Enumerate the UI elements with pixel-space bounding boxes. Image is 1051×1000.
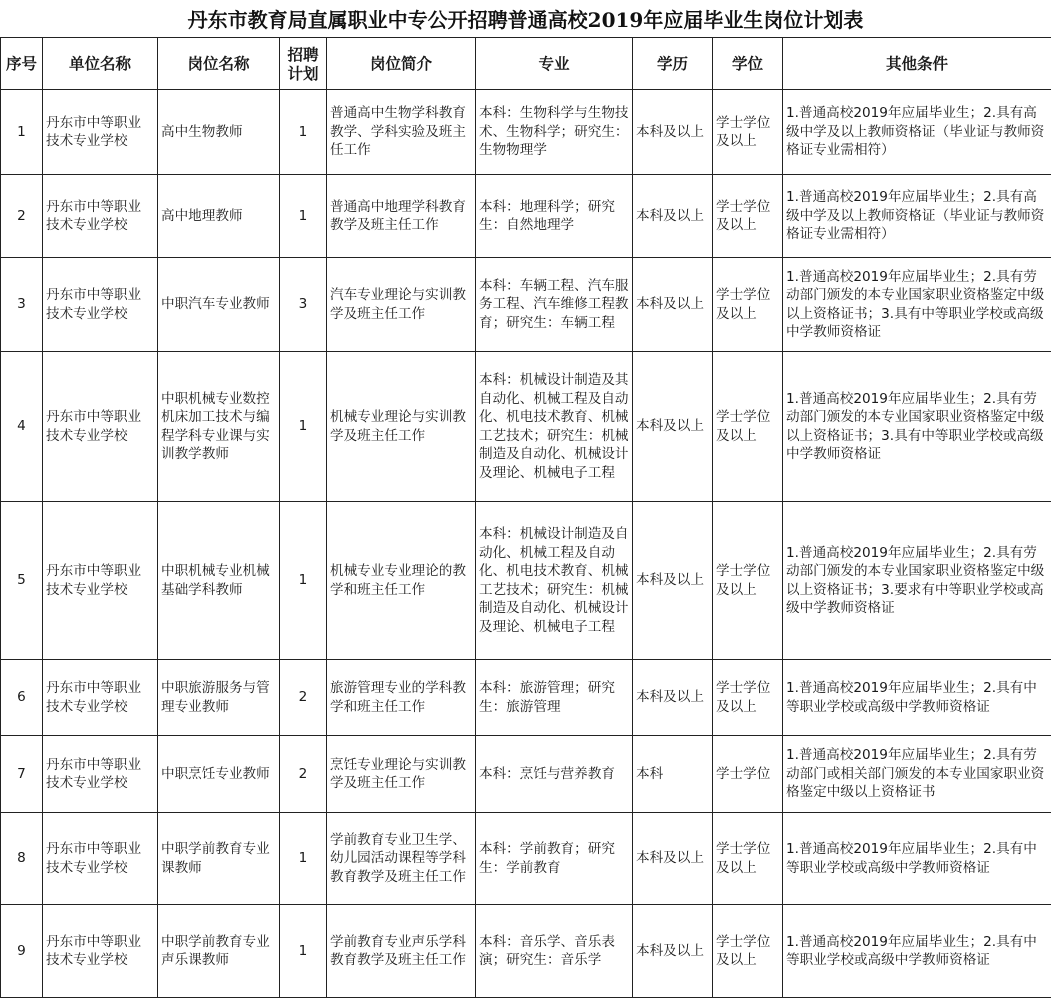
table-header-row: [1, 38, 1051, 90]
cell-degree: 学士学位及以上: [713, 258, 783, 352]
cell-education: 本科及以上: [633, 905, 713, 998]
cell-row-number: 3: [1, 258, 43, 352]
cell-education: 本科及以上: [633, 813, 713, 905]
cell-position-description: 学前教育专业声乐学科教育教学及班主任工作: [327, 905, 476, 998]
cell-position-name: 高中生物教师: [158, 90, 280, 175]
cell-quota: 1: [280, 502, 327, 660]
cell-position-description: 旅游管理专业的学科教学和班主任工作: [327, 660, 476, 736]
cell-position-description: 烹饪专业理论与实训教学及班主任工作: [327, 736, 476, 813]
page-title: 丹东市教育局直属职业中专公开招聘普通高校2019年应届毕业生岗位计划表: [187, 8, 864, 32]
cell-education: 本科: [633, 736, 713, 813]
cell-unit-name: 丹东市中等职业技术专业学校: [43, 660, 158, 736]
cell-other-conditions: 1.普通高校2019年应届毕业生；2.具有劳动部门颁发的本专业国家职业资格鉴定中级以上资格证书；3.具有中等职业学校或高级中学教师资格证: [783, 258, 1051, 352]
cell-position-description: 学前教育专业卫生学、幼儿园活动课程等学科教育教学及班主任工作: [327, 813, 476, 905]
cell-other-conditions: 1.普通高校2019年应届毕业生；2.具有劳动部门或相关部门颁发的本专业国家职业资格鉴定中级以上资格证书: [783, 736, 1051, 813]
recruitment-plan-table: [0, 37, 1051, 998]
cell-row-number: 6: [1, 660, 43, 736]
cell-quota: 1: [280, 90, 327, 175]
header-quota: 招聘计划: [280, 38, 327, 90]
table-row: [1, 502, 1051, 660]
table-row: [1, 175, 1051, 258]
table-row: [1, 660, 1051, 736]
cell-major: 本科：地理科学；研究生：自然地理学: [476, 175, 633, 258]
cell-major: 本科：学前教育；研究生：学前教育: [476, 813, 633, 905]
header-other: 其他条件: [783, 38, 1051, 90]
cell-position-name: 中职烹饪专业教师: [158, 736, 280, 813]
table-row: [1, 90, 1051, 175]
table-row: [1, 813, 1051, 905]
cell-other-conditions: 1.普通高校2019年应届毕业生；2.具有中等职业学校或高级中学教师资格证: [783, 813, 1051, 905]
cell-unit-name: 丹东市中等职业技术专业学校: [43, 736, 158, 813]
cell-unit-name: 丹东市中等职业技术专业学校: [43, 502, 158, 660]
cell-education: 本科及以上: [633, 258, 713, 352]
cell-unit-name: 丹东市中等职业技术专业学校: [43, 175, 158, 258]
cell-other-conditions: 1.普通高校2019年应届毕业生；2.具有劳动部门颁发的本专业国家职业资格鉴定中级以上资格证书；3.要求有中等职业学校或高级中学教师资格证: [783, 502, 1051, 660]
header-no: 序号: [1, 38, 43, 90]
cell-education: 本科及以上: [633, 352, 713, 502]
cell-degree: 学士学位及以上: [713, 175, 783, 258]
header-education: 学历: [633, 38, 713, 90]
table-row: [1, 258, 1051, 352]
table-row: [1, 352, 1051, 502]
cell-education: 本科及以上: [633, 175, 713, 258]
cell-major: 本科：车辆工程、汽车服务工程、汽车维修工程教育；研究生：车辆工程: [476, 258, 633, 352]
cell-unit-name: 丹东市中等职业技术专业学校: [43, 258, 158, 352]
cell-unit-name: 丹东市中等职业技术专业学校: [43, 905, 158, 998]
cell-major: 本科：烹饪与营养教育: [476, 736, 633, 813]
cell-education: 本科及以上: [633, 502, 713, 660]
cell-row-number: 4: [1, 352, 43, 502]
cell-position-description: 普通高中生物学科教育教学、学科实验及班主任工作: [327, 90, 476, 175]
cell-position-name: 中职学前教育专业声乐课教师: [158, 905, 280, 998]
cell-quota: 1: [280, 175, 327, 258]
cell-degree: 学士学位及以上: [713, 90, 783, 175]
header-major: 专业: [476, 38, 633, 90]
cell-degree: 学士学位及以上: [713, 905, 783, 998]
cell-unit-name: 丹东市中等职业技术专业学校: [43, 352, 158, 502]
cell-major: 本科：机械设计制造及其自动化、机械工程及自动化、机电技术教育、机械工艺技术；研究生：机械制造及自动化、机械设计及理论、机械电子工程: [476, 352, 633, 502]
cell-other-conditions: 1.普通高校2019年应届毕业生；2.具有高级中学及以上教师资格证（毕业证与教师资格证专业需相符）: [783, 175, 1051, 258]
cell-degree: 学士学位及以上: [713, 660, 783, 736]
cell-other-conditions: 1.普通高校2019年应届毕业生；2.具有中等职业学校或高级中学教师资格证: [783, 905, 1051, 998]
cell-quota: 2: [280, 660, 327, 736]
cell-major: 本科：旅游管理；研究生：旅游管理: [476, 660, 633, 736]
cell-degree: 学士学位及以上: [713, 502, 783, 660]
cell-row-number: 8: [1, 813, 43, 905]
cell-education: 本科及以上: [633, 90, 713, 175]
cell-unit-name: 丹东市中等职业技术专业学校: [43, 813, 158, 905]
cell-position-name: 中职汽车专业教师: [158, 258, 280, 352]
cell-row-number: 2: [1, 175, 43, 258]
cell-position-name: 中职机械专业数控机床加工技术与编程学科专业课与实训教学教师: [158, 352, 280, 502]
cell-degree: 学士学位: [713, 736, 783, 813]
cell-row-number: 5: [1, 502, 43, 660]
cell-position-name: 中职学前教育专业课教师: [158, 813, 280, 905]
cell-position-description: 机械专业理论与实训教学及班主任工作: [327, 352, 476, 502]
cell-major: 本科：音乐学、音乐表演；研究生：音乐学: [476, 905, 633, 998]
cell-position-name: 中职机械专业机械基础学科教师: [158, 502, 280, 660]
table-row: [1, 905, 1051, 998]
header-position: 岗位名称: [158, 38, 280, 90]
cell-row-number: 1: [1, 90, 43, 175]
cell-row-number: 9: [1, 905, 43, 998]
cell-degree: 学士学位及以上: [713, 352, 783, 502]
header-unit: 单位名称: [43, 38, 158, 90]
cell-position-description: 汽车专业理论与实训教学及班主任工作: [327, 258, 476, 352]
cell-position-description: 普通高中地理学科教育教学及班主任工作: [327, 175, 476, 258]
cell-position-description: 机械专业专业理论的教学和班主任工作: [327, 502, 476, 660]
cell-major: 本科：生物科学与生物技术、生物科学；研究生：生物物理学: [476, 90, 633, 175]
cell-other-conditions: 1.普通高校2019年应届毕业生；2.具有中等职业学校或高级中学教师资格证: [783, 660, 1051, 736]
header-description: 岗位简介: [327, 38, 476, 90]
cell-position-name: 高中地理教师: [158, 175, 280, 258]
cell-quota: 1: [280, 352, 327, 502]
cell-quota: 1: [280, 905, 327, 998]
cell-row-number: 7: [1, 736, 43, 813]
cell-other-conditions: 1.普通高校2019年应届毕业生；2.具有高级中学及以上教师资格证（毕业证与教师资格证专业需相符）: [783, 90, 1051, 175]
cell-major: 本科：机械设计制造及自动化、机械工程及自动化、机电技术教育、机械工艺技术；研究生：机械制造及自动化、机械设计及理论、机械电子工程: [476, 502, 633, 660]
cell-quota: 3: [280, 258, 327, 352]
cell-quota: 1: [280, 813, 327, 905]
table-row: [1, 736, 1051, 813]
header-degree: 学位: [713, 38, 783, 90]
cell-other-conditions: 1.普通高校2019年应届毕业生；2.具有劳动部门颁发的本专业国家职业资格鉴定中级以上资格证书；3.具有中等职业学校或高级中学教师资格证: [783, 352, 1051, 502]
cell-unit-name: 丹东市中等职业技术专业学校: [43, 90, 158, 175]
cell-degree: 学士学位及以上: [713, 813, 783, 905]
cell-position-name: 中职旅游服务与管理专业教师: [158, 660, 280, 736]
cell-quota: 2: [280, 736, 327, 813]
cell-education: 本科及以上: [633, 660, 713, 736]
